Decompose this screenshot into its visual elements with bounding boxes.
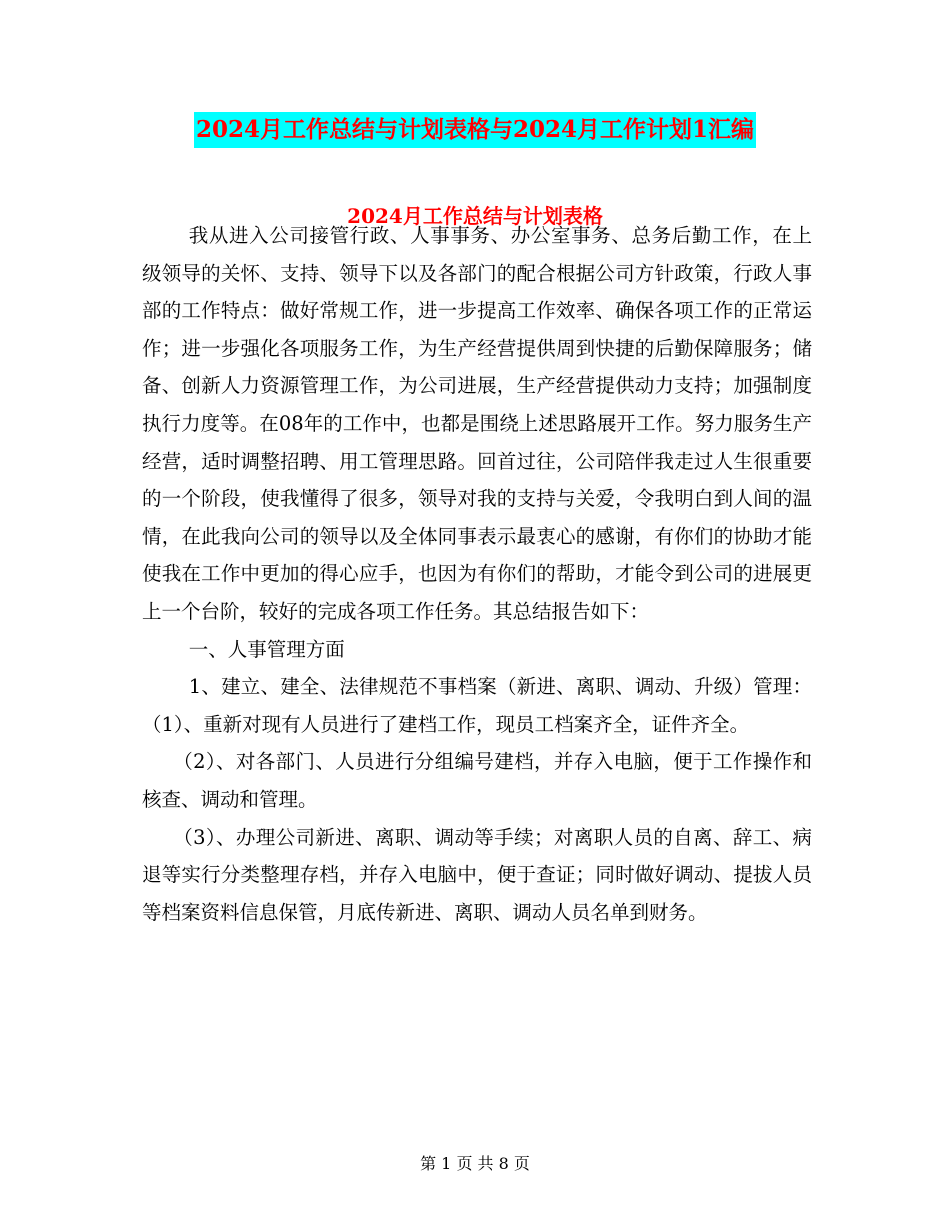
sub-title: 2024月工作总结与计划表格 — [347, 204, 603, 228]
main-title: 2024月工作总结与计划表格与2024月工作计划1汇编 — [194, 112, 756, 148]
page-footer: 第 1 页 共 8 页 — [420, 1154, 530, 1173]
intro-paragraph: 我从进入公司接管行政、人事事务、办公室事务、总务后勤工作，在上级领导的关怀、支持、领导下以及各部门的配合根据公司方针政策，行政人事部的工作特点：做好常规工作，进一步提高工作效率、确保各项工作的正常运作；进一步强化各项服务工作，为生产经营提供周到快捷的后勤保障服务；储备、创新人力资源管理工作，为公司进展，生产经营提供动力支持；加强制度执行力度等。在08年的工作中，也都是围绕上述思路展开工作。努力服务生产经营，适时调整招聘、用工管理思路。回首过往，公司陪伴我走过人生很重要的一个阶段，使我懂得了很多，领导对我的支持与关爱，令我明白到人间的温情，在此我向公司的领导以及全体同事表示最衷心的感谢，有你们的协助才能使我在工作中更加的得心应手，也因为有你们的帮助，才能令到公司的进展更上一个台阶，较好的完成各项工作任务。其总结报告如下： — [142, 224, 812, 623]
section-heading-hr: 一、人事管理方面 — [188, 637, 345, 661]
main-title-container — [0, 112, 950, 148]
document-body — [142, 217, 812, 931]
item-paragraph-1: 1、建立、建全、法律规范不事档案（新进、离职、调动、升级）管理：（1）、重新对现有人员进行了建档工作，现员工档案齐全，证件齐全。 — [142, 675, 812, 736]
item-paragraph-3: （3）、办理公司新进、离职、调动等手续；对离职人员的自离、辞工、病退等实行分类整理存档，并存入电脑中，便于查证；同时做好调动、提拔人员等档案资料信息保管，月底传新进、离职、调动人员名单到财务。 — [142, 825, 812, 924]
item-paragraph-2: （2）、对各部门、人员进行分组编号建档，并存入电脑，便于工作操作和核查、调动和管理。 — [142, 750, 812, 811]
